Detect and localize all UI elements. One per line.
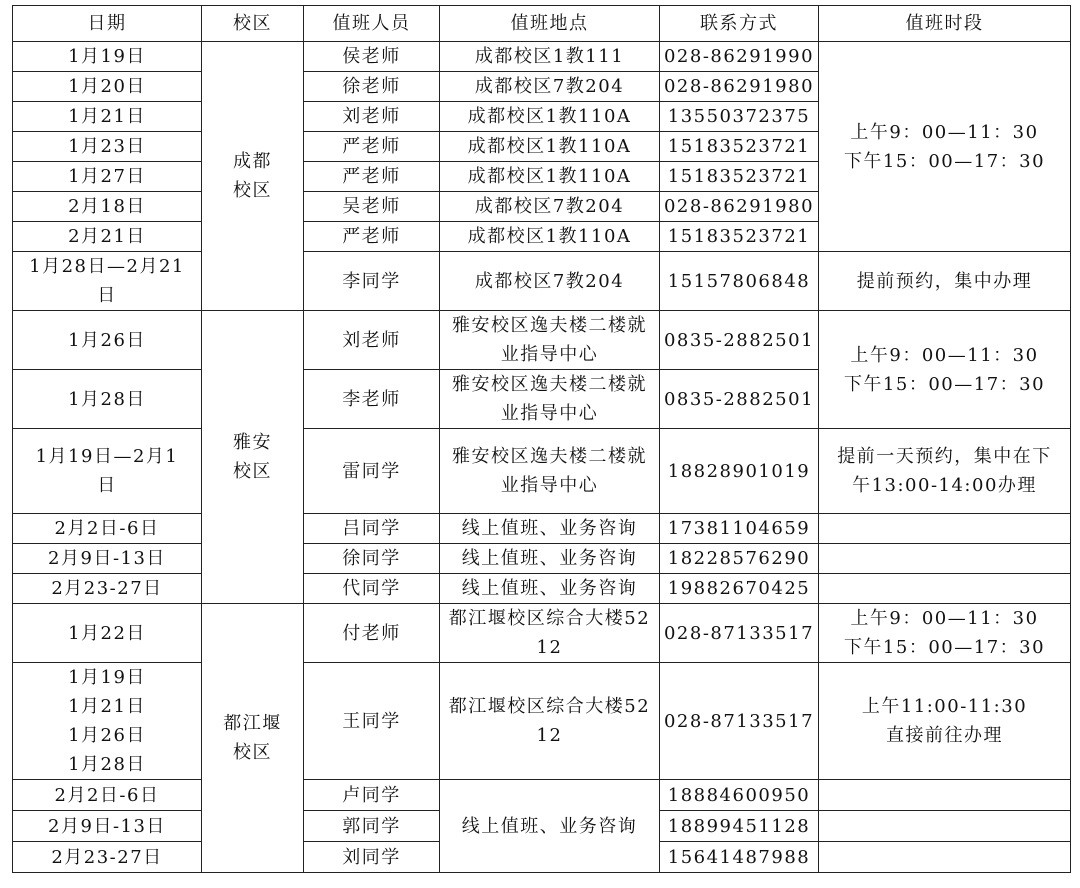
campus-cell-yaan: 雅安校区: [202, 311, 304, 604]
contact-cell: 18228576290: [660, 544, 819, 574]
person-cell: 李同学: [304, 252, 440, 311]
location-cell: 雅安校区逸夫楼二楼就业指导中心: [440, 311, 660, 370]
time-cell: [819, 811, 1071, 842]
location-cell: 成都校区1教111: [440, 42, 660, 72]
header-location: 值班地点: [440, 6, 660, 42]
contact-cell: 15183523721: [660, 162, 819, 192]
contact-cell: 18884600950: [660, 780, 819, 811]
location-cell: 成都校区7教204: [440, 192, 660, 222]
duty-schedule-table: [12, 5, 1071, 873]
date-cell: 2月2日-6日: [13, 780, 202, 811]
table-row: [13, 252, 1071, 311]
location-cell: 雅安校区逸夫楼二楼就业指导中心: [440, 370, 660, 429]
time-cell: 上午9：00—11：30 下午15：00—17：30: [819, 604, 1071, 663]
table-row: [13, 42, 1071, 72]
person-cell: 李老师: [304, 370, 440, 429]
campus-cell-chengdu: 成都校区: [202, 42, 304, 311]
date-cell: 1月21日: [13, 102, 202, 132]
contact-cell: 0835-2882501: [660, 370, 819, 429]
contact-cell: 19882670425: [660, 574, 819, 604]
person-cell: 刘老师: [304, 311, 440, 370]
date-cell: 1月22日: [13, 604, 202, 663]
header-row: [13, 6, 1071, 42]
location-cell: 成都校区1教110A: [440, 162, 660, 192]
person-cell: 郭同学: [304, 811, 440, 842]
table-row: [13, 574, 1071, 604]
person-cell: 徐同学: [304, 544, 440, 574]
header-contact: 联系方式: [660, 6, 819, 42]
contact-cell: 0835-2882501: [660, 311, 819, 370]
date-cell: 1月27日: [13, 162, 202, 192]
contact-cell: 15157806848: [660, 252, 819, 311]
header-person: 值班人员: [304, 6, 440, 42]
date-cell: 2月18日: [13, 192, 202, 222]
contact-cell: 028-87133517: [660, 663, 819, 780]
date-cell: 1月20日: [13, 72, 202, 102]
location-cell: 线上值班、业务咨询: [440, 574, 660, 604]
person-cell: 侯老师: [304, 42, 440, 72]
contact-cell: 15183523721: [660, 222, 819, 252]
time-cell: [819, 842, 1071, 873]
date-cell: 2月21日: [13, 222, 202, 252]
contact-cell: 15641487988: [660, 842, 819, 873]
contact-cell: 028-86291990: [660, 42, 819, 72]
person-cell: 徐老师: [304, 72, 440, 102]
contact-cell: 13550372375: [660, 102, 819, 132]
table-row: [13, 429, 1071, 514]
header-time: 值班时段: [819, 6, 1071, 42]
contact-cell: 028-86291980: [660, 192, 819, 222]
table-row: [13, 604, 1071, 663]
contact-cell: 028-87133517: [660, 604, 819, 663]
location-cell: 成都校区1教110A: [440, 102, 660, 132]
time-cell: [819, 780, 1071, 811]
time-cell: 上午9：00—11：30 下午15：00—17：30: [819, 42, 1071, 252]
time-cell: 提前预约，集中办理: [819, 252, 1071, 311]
time-cell: [819, 544, 1071, 574]
time-cell: 提前一天预约，集中在下午13:00-14:00办理: [819, 429, 1071, 514]
date-cell: 2月2日-6日: [13, 514, 202, 544]
table-row: [13, 544, 1071, 574]
person-cell: 刘同学: [304, 842, 440, 873]
location-cell: 雅安校区逸夫楼二楼就业指导中心: [440, 429, 660, 514]
person-cell: 刘老师: [304, 102, 440, 132]
date-cell: 2月23-27日: [13, 842, 202, 873]
location-cell: 成都校区1教110A: [440, 222, 660, 252]
location-cell: 都江堰校区综合大楼5212: [440, 604, 660, 663]
time-cell: [819, 514, 1071, 544]
contact-cell: 18828901019: [660, 429, 819, 514]
campus-cell-dujiangyan: 都江堰校区: [202, 604, 304, 873]
time-cell: [819, 574, 1071, 604]
table-row: [13, 780, 1071, 811]
location-cell: 成都校区7教204: [440, 72, 660, 102]
person-cell: 雷同学: [304, 429, 440, 514]
location-cell: 线上值班、业务咨询: [440, 780, 660, 873]
location-cell: 线上值班、业务咨询: [440, 514, 660, 544]
location-cell: 成都校区7教204: [440, 252, 660, 311]
table-row: [13, 514, 1071, 544]
contact-cell: 028-86291980: [660, 72, 819, 102]
date-cell: 1月28日—2月21日: [13, 252, 202, 311]
location-cell: 成都校区1教110A: [440, 132, 660, 162]
table-row: [13, 311, 1071, 370]
contact-cell: 17381104659: [660, 514, 819, 544]
date-cell: 1月19日 1月21日 1月26日 1月28日: [13, 663, 202, 780]
person-cell: 卢同学: [304, 780, 440, 811]
date-cell: 1月23日: [13, 132, 202, 162]
person-cell: 严老师: [304, 222, 440, 252]
person-cell: 吕同学: [304, 514, 440, 544]
date-cell: 1月26日: [13, 311, 202, 370]
location-cell: 都江堰校区综合大楼5212: [440, 663, 660, 780]
contact-cell: 15183523721: [660, 132, 819, 162]
contact-cell: 18899451128: [660, 811, 819, 842]
date-cell: 1月19日—2月1日: [13, 429, 202, 514]
date-cell: 2月9日-13日: [13, 544, 202, 574]
person-cell: 严老师: [304, 162, 440, 192]
person-cell: 代同学: [304, 574, 440, 604]
time-cell: 上午9：00—11：30 下午15：00—17：30: [819, 311, 1071, 429]
date-cell: 1月28日: [13, 370, 202, 429]
person-cell: 严老师: [304, 132, 440, 162]
date-cell: 1月19日: [13, 42, 202, 72]
person-cell: 王同学: [304, 663, 440, 780]
date-cell: 2月9日-13日: [13, 811, 202, 842]
header-date: 日期: [13, 6, 202, 42]
table-row: [13, 663, 1071, 780]
header-campus: 校区: [202, 6, 304, 42]
person-cell: 吴老师: [304, 192, 440, 222]
time-cell: 上午11:00-11:30 直接前往办理: [819, 663, 1071, 780]
person-cell: 付老师: [304, 604, 440, 663]
location-cell: 线上值班、业务咨询: [440, 544, 660, 574]
date-cell: 2月23-27日: [13, 574, 202, 604]
